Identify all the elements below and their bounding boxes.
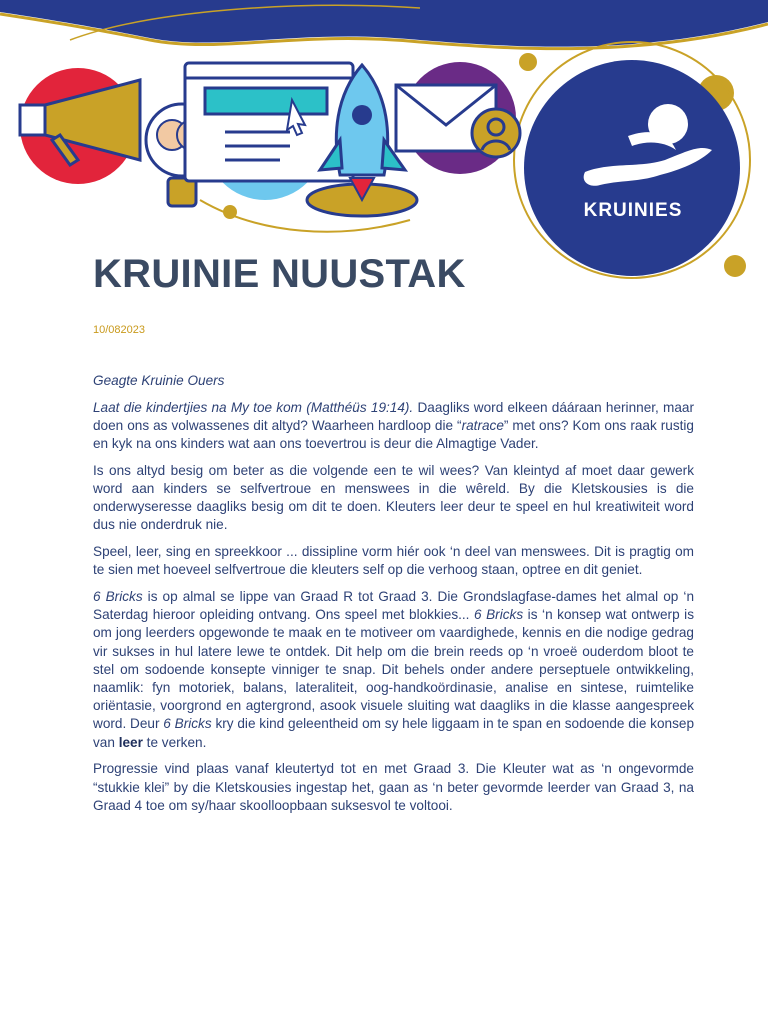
scripture-quote: Laat die kindertjies na My toe kom (Matthéüs 19:14). [93,399,414,415]
browser-window-icon [185,63,353,200]
megaphone-icon [20,68,140,184]
bricks-term: 6 Bricks [163,716,212,732]
document-date: 10/082023 [93,324,145,336]
header-illustration [0,0,768,280]
paragraph-1: Laat die kindertjies na My toe kom (Matthéüs 19:14). Daagliks word elkeen dááraan herinner, maar doen ons as volwassenes dit altyd? Waarheen hardloop die “ratrace” met ons? Kom ons raak rustig en kyk na ons kinders wat aan ons toevertrou is deur die Almagtige Vader. [93,399,695,452]
bricks-term: 6 Bricks [93,589,143,605]
leer-term: leer [118,734,143,750]
paragraph-4: 6 Bricks is op almal se lippe van Graad R tot Graad 3. Die Grondslagfase-dames het almal op ‘n Saterdag hieroor opleiding ontvang. Ons speel met blokkies... 6 Bricks is ‘n konsep wat ontwerp is om jong leerders opgewonde te maak en te motiveer om vaardighede, kennis en die nodige gedrag vir sukses in hul latere lewe te ontdek. Dit help om die brein reeds op ‘n vroeë ouderdom bloot te stel om sodoende konsepte vinniger te snap. Dit behels onder andere perseptuele ontwikkeling, naamlik: fyn motoriek, balans, lateraliteit, oog-handkoördinasie, analise en sintese, ruimtelike oriëntasie, voorgrond en agtergrond, asook visuele sluiting wat daagliks in die klasse aangespreek word. Deur 6 Bricks kry die kind geleentheid om sy hele liggaam in te span en sodoende die konsep van leer te verken. [93,589,695,750]
document-body [93,372,694,823]
user-icon [472,109,520,157]
bricks-term: 6 Bricks [474,607,524,623]
page-title: KRUINIE NUUSTAK [93,252,466,296]
logo-text: KRUINIES [583,200,683,221]
greeting: Geagte Kruinie Ouers [93,373,225,388]
ratrace-term: ratrace [461,417,504,433]
paragraph-5: Progressie vind plaas vanaf kleutertyd tot en met Graad 3. Die Kleuter wat as ‘n ongevormde “stukkie klei” by die Kletskousies ingestap het, gaan as ‘n beter gevormde leerder van Graad 3, na Graad 4 toe om sy/haar skoolloopbaan suksesvol te voltooi. [93,761,694,813]
kruinies-logo [524,60,740,276]
paragraph-2: Is ons altyd besig om beter as die volgende een te wil wees? Van kleintyd af moet daar gewerk word aan kinders se selfvertroue en menswees in die wêreld. By die Kletskousies is die onderwyseresse daagliks besig om dit te doen. Kleuters leer deur te speel en hul kreatiwiteit word dus nie onderdruk nie. [93,462,694,533]
paragraph-3: Speel, leer, sing en spreekkoor ... dissipline vorm hiér ook ‘n deel van menswees. Dit is pragtig om te sien met hoeveel selfvertroue die kleuters self op die verhoog staan, optree en dit geniet. [93,544,694,578]
